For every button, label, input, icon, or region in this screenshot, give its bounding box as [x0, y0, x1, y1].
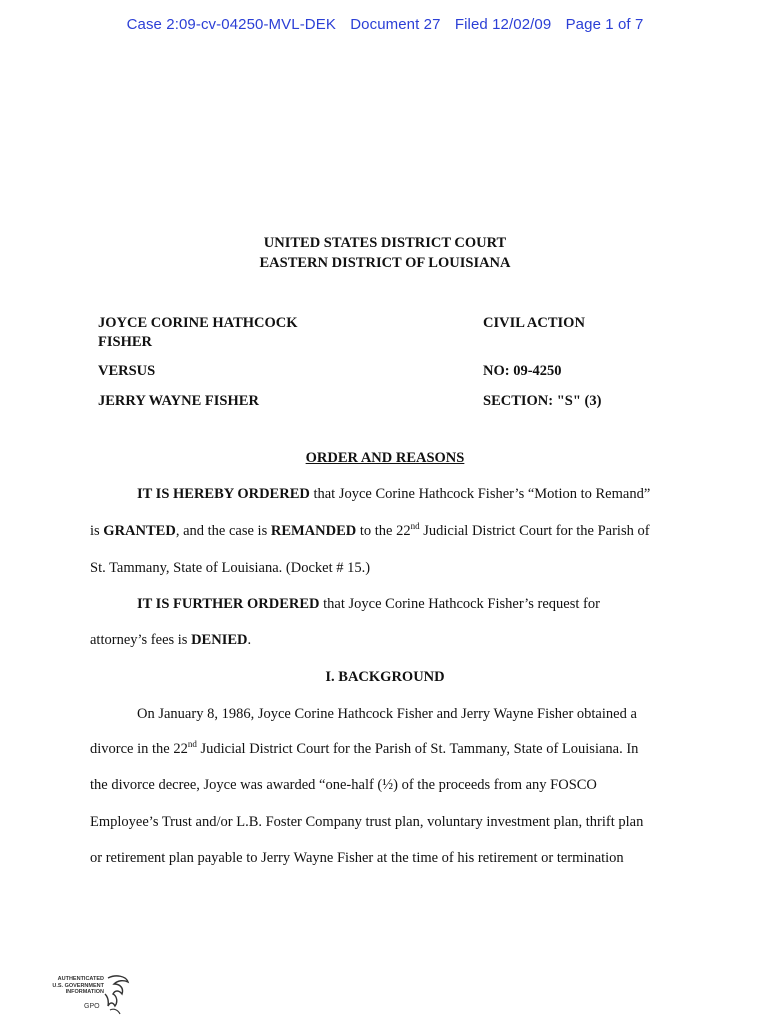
background-line: Employee’s Trust and/or L.B. Foster Company trust plan, voluntary investment plan, thrift plan	[90, 814, 644, 830]
case-header	[0, 16, 770, 33]
plaintiff-name: JOYCE CORINE HATHCOCK FISHER	[98, 315, 298, 350]
court-name	[0, 233, 770, 273]
filed-date: Filed 12/02/09	[454, 16, 552, 33]
background-line: On January 8, 1986, Joyce Corine Hathcock Fisher and Jerry Wayne Fisher obtained a	[137, 706, 637, 722]
order-paragraph-line: St. Tammany, State of Louisiana. (Docket # 15.)	[90, 560, 371, 576]
court-line-1: UNITED STATES DISTRICT COURT	[263, 235, 507, 251]
order-paragraph-line: is GRANTED, and the case is REMANDED to the 22nd Judicial District Court for the Parish of	[90, 521, 650, 539]
order-title: ORDER AND REASONS	[305, 450, 465, 466]
section-label: SECTION: "S" (3)	[483, 393, 602, 409]
case-no-label: NO: 09-4250	[483, 363, 562, 379]
background-heading: I. BACKGROUND	[325, 669, 445, 685]
page-indicator: Page 1 of 7	[565, 16, 644, 33]
gpo-authentication-seal: AUTHENTICATED U.S. GOVERNMENT INFORMATION GPO	[40, 972, 130, 1018]
defendant-name: JERRY WAYNE FISHER	[98, 393, 259, 409]
versus-label: VERSUS	[98, 363, 156, 379]
case-number: Case 2:09-cv-04250-MVL-DEK	[126, 16, 336, 33]
background-line: or retirement plan payable to Jerry Wayne Fisher at the time of his retirement or termination	[90, 850, 624, 866]
document-number: Document 27	[350, 16, 441, 33]
court-line-2: EASTERN DISTRICT OF LOUISIANA	[259, 255, 511, 271]
order-paragraph-line: attorney’s fees is DENIED.	[90, 632, 252, 648]
order-paragraph-line: IT IS FURTHER ORDERED that Joyce Corine Hathcock Fisher’s request for	[137, 596, 600, 612]
eagle-icon	[104, 972, 130, 1016]
civil-action-label: CIVIL ACTION	[483, 315, 585, 331]
order-paragraph-line: IT IS HEREBY ORDERED that Joyce Corine Hathcock Fisher’s “Motion to Remand”	[137, 486, 651, 502]
background-line: divorce in the 22nd Judicial District Court for the Parish of St. Tammany, State of Louisiana. In	[90, 739, 639, 757]
background-line: the divorce decree, Joyce was awarded “one-half (½) of the proceeds from any FOSCO	[90, 777, 597, 793]
